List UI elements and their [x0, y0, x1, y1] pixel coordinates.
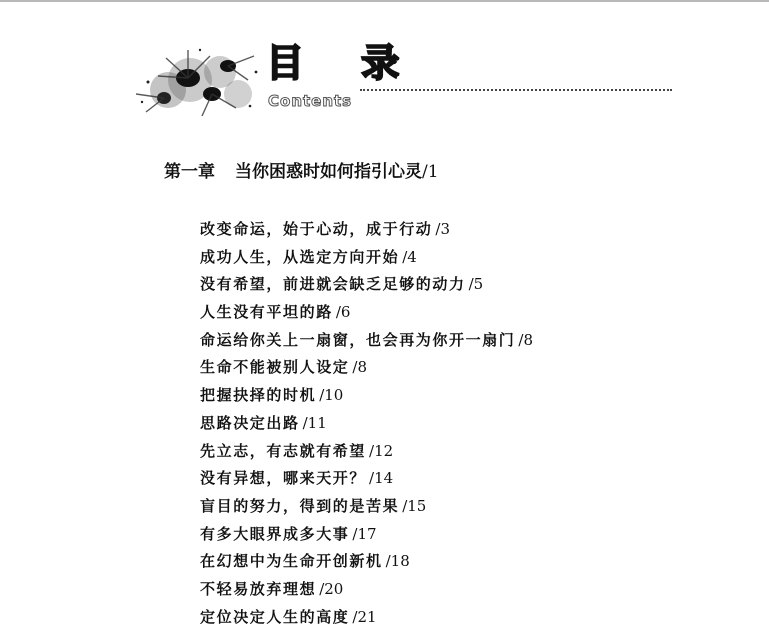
toc-entry-title: 命运给你关上一扇窗，也会再为你开一扇门 — [200, 330, 516, 349]
flower-decoration — [128, 42, 268, 120]
toc-entry-title: 没有希望，前进就会缺乏足够的动力 — [200, 275, 466, 294]
toc-entry-page: /20 — [319, 579, 344, 598]
chapter-number: 第一章 — [164, 162, 215, 182]
toc-entry-page: /6 — [335, 303, 351, 322]
toc-entry[interactable] — [200, 244, 533, 272]
toc-entry[interactable] — [200, 299, 533, 327]
toc-entry[interactable] — [200, 354, 533, 382]
toc-entry-title: 改变命运，始于心动，成于行动 — [200, 220, 433, 238]
toc-entry-title: 生命不能被别人设定 — [200, 358, 350, 377]
toc-entry-page: /18 — [385, 552, 410, 571]
toc-entry-title: 定位决定人生的高度 — [200, 607, 350, 626]
chapter-title: 当你困惑时如何指引心灵 — [235, 162, 422, 182]
toc-entry-title: 盲目的努力，得到的是苦果 — [200, 496, 400, 515]
toc-entry-title: 成功人生，从选定方向开始 — [200, 247, 400, 266]
toc-entry[interactable] — [200, 493, 533, 521]
toc-entry[interactable] — [200, 521, 533, 549]
toc-entry-page: /8 — [518, 330, 534, 349]
dotted-rule — [360, 89, 672, 91]
toc-list — [200, 216, 533, 631]
toc-entry-title: 不轻易放弃理想 — [200, 579, 317, 598]
toc-entry[interactable] — [200, 216, 533, 244]
toc-entry-title: 在幻想中为生命开创新机 — [200, 552, 383, 571]
page-title: 目 录 — [266, 41, 422, 85]
toc-entry-page: /4 — [402, 247, 417, 266]
toc-entry[interactable] — [200, 604, 533, 631]
toc-entry-page: /10 — [319, 386, 344, 405]
toc-entry[interactable] — [200, 382, 533, 410]
toc-entry-title: 有多大眼界成多大事 — [200, 524, 350, 543]
toc-entry-page: /15 — [402, 496, 427, 515]
toc-entry-page: /5 — [468, 275, 484, 294]
toc-entry[interactable] — [200, 327, 533, 355]
toc-entry-page: /8 — [352, 358, 368, 377]
chapter-heading — [164, 160, 439, 184]
toc-entry[interactable] — [200, 438, 533, 466]
toc-entry-title: 把握抉择的时机 — [200, 386, 317, 405]
toc-entry[interactable] — [200, 465, 533, 493]
toc-entry[interactable] — [200, 548, 533, 576]
toc-entry[interactable] — [200, 410, 533, 438]
toc-entry-title: 先立志，有志就有希望 — [200, 441, 367, 460]
toc-entry-page: /21 — [352, 607, 377, 626]
page-subtitle: Contents — [268, 92, 353, 110]
toc-entry[interactable] — [200, 271, 533, 299]
toc-entry-page: /11 — [302, 413, 327, 432]
toc-entry-page: /3 — [435, 220, 451, 238]
toc-entry-title: 思路决定出路 — [200, 413, 300, 432]
toc-entry-title: 人生没有平坦的路 — [200, 303, 333, 322]
toc-entry-page: /14 — [369, 469, 394, 488]
toc-entry-page: /17 — [352, 524, 377, 543]
toc-entry[interactable] — [200, 576, 533, 604]
chapter-page: /1 — [422, 162, 439, 182]
toc-entry-page: /12 — [369, 441, 394, 460]
toc-entry-title: 没有异想，哪来天开？ — [200, 469, 367, 488]
